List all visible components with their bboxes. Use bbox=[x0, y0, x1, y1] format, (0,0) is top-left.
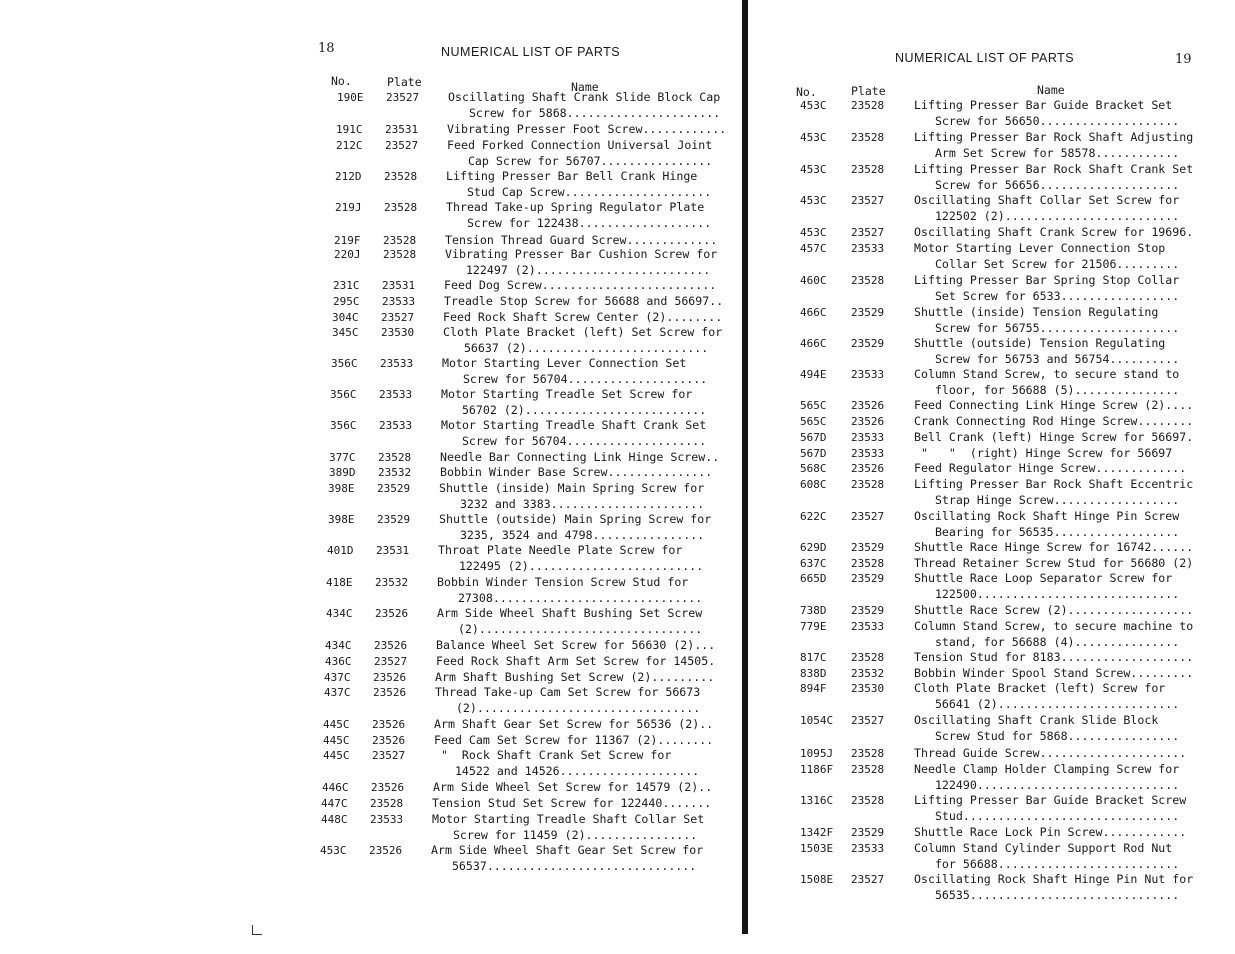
margin-mark bbox=[252, 934, 262, 935]
part-name: Motor Starting Treadle Shaft Collar Set Screw for 11459 (2)................ bbox=[432, 812, 705, 842]
part-name: Column Stand Screw, to secure stand to floor, for 56688 (5)............... bbox=[914, 367, 1180, 397]
part-name: Feed Rock Shaft Screw Center (2)........ bbox=[443, 310, 723, 324]
plate-number: 23533 bbox=[851, 447, 885, 460]
part-name: Feed Forked Connection Universal Joint Cap Screw for 56707................ bbox=[447, 138, 713, 168]
part-name: Shuttle Race Loop Separator Screw for 122500............................. bbox=[914, 571, 1180, 601]
plate-number: 23526 bbox=[372, 718, 406, 731]
column-header-plate: Plate bbox=[387, 75, 422, 89]
part-name: Oscillating Shaft Crank Screw for 19696. bbox=[914, 225, 1194, 239]
part-number: 453C bbox=[800, 226, 827, 239]
part-number: 779E bbox=[800, 620, 827, 633]
column-header-no: No. bbox=[331, 74, 352, 88]
plate-number: 23531 bbox=[385, 123, 419, 136]
part-name: Oscillating Shaft Crank Slide Block Screw Stud for 5868................ bbox=[914, 713, 1180, 743]
part-number: 817C bbox=[800, 651, 827, 664]
plate-number: 23528 bbox=[384, 170, 418, 183]
part-name: Oscillating Shaft Crank Slide Block Cap Screw for 5868...................... bbox=[448, 90, 721, 120]
page-number: 18 bbox=[318, 41, 335, 56]
plate-number: 23527 bbox=[372, 749, 406, 762]
part-number: 191C bbox=[336, 123, 363, 136]
part-number: 466C bbox=[800, 337, 827, 350]
part-number: 437C bbox=[324, 671, 351, 684]
plate-number: 23527 bbox=[851, 510, 885, 523]
part-name: Treadle Stop Screw for 56688 and 56697.. bbox=[444, 294, 724, 308]
part-number: 622C bbox=[800, 510, 827, 523]
part-number: 1342F bbox=[800, 826, 834, 839]
part-number: 466C bbox=[800, 306, 827, 319]
part-number: 356C bbox=[331, 357, 358, 370]
part-number: 212D bbox=[335, 170, 362, 183]
plate-number: 23528 bbox=[851, 557, 885, 570]
part-name: Needle Clamp Holder Clamping Screw for 122490............................. bbox=[914, 762, 1180, 792]
plate-number: 23527 bbox=[851, 873, 885, 886]
part-number: 494E bbox=[800, 368, 827, 381]
part-number: 212C bbox=[336, 139, 363, 152]
plate-number: 23527 bbox=[385, 139, 419, 152]
column-header-no: No. bbox=[796, 85, 817, 99]
part-name: Arm Side Wheel Shaft Bushing Set Screw (2)................................ bbox=[437, 606, 703, 636]
part-name: Shuttle Race Screw (2).................. bbox=[914, 603, 1194, 617]
part-name: Bobbin Winder Tension Screw Stud for 27308.............................. bbox=[437, 575, 703, 605]
plate-number: 23526 bbox=[369, 844, 403, 857]
part-number: 356C bbox=[330, 419, 357, 432]
part-name: Thread Guide Screw..................... bbox=[914, 746, 1187, 760]
plate-number: 23529 bbox=[851, 572, 885, 585]
part-name: Crank Connecting Rod Hinge Screw........ bbox=[914, 414, 1194, 428]
part-number: 190E bbox=[337, 91, 364, 104]
plate-number: 23533 bbox=[382, 295, 416, 308]
part-number: 894F bbox=[800, 682, 827, 695]
part-number: 1316C bbox=[800, 794, 834, 807]
column-header-name: Name bbox=[571, 80, 599, 94]
plate-number: 23533 bbox=[851, 620, 885, 633]
plate-number: 23526 bbox=[372, 734, 406, 747]
plate-number: 23526 bbox=[851, 399, 885, 412]
part-name: Thread Take-up Cam Set Screw for 56673 (2)................................ bbox=[435, 685, 701, 715]
plate-number: 23526 bbox=[374, 639, 408, 652]
part-name: Lifting Presser Bar Rock Shaft Crank Set Screw for 56656.................... bbox=[914, 162, 1194, 192]
plate-number: 23529 bbox=[851, 604, 885, 617]
plate-number: 23526 bbox=[851, 462, 885, 475]
plate-number: 23528 bbox=[383, 234, 417, 247]
part-name: Shuttle (inside) Main Spring Screw for 3232 and 3383...................... bbox=[439, 481, 705, 511]
plate-number: 23526 bbox=[851, 415, 885, 428]
plate-number: 23530 bbox=[851, 682, 885, 695]
part-number: 434C bbox=[325, 639, 352, 652]
part-number: 453C bbox=[800, 163, 827, 176]
part-number: 565C bbox=[800, 415, 827, 428]
plate-number: 23527 bbox=[851, 226, 885, 239]
part-number: 401D bbox=[327, 544, 354, 557]
part-number: 838D bbox=[800, 667, 827, 680]
part-name: " " (right) Hinge Screw for 56697 bbox=[914, 446, 1173, 460]
part-number: 304C bbox=[332, 311, 359, 324]
part-number: 448C bbox=[321, 813, 348, 826]
plate-number: 23530 bbox=[381, 326, 415, 339]
part-number: 738D bbox=[800, 604, 827, 617]
page-title: NUMERICAL LIST OF PARTS bbox=[441, 45, 621, 59]
plate-number: 23527 bbox=[374, 655, 408, 668]
plate-number: 23528 bbox=[851, 763, 885, 776]
part-name: Bobbin Winder Spool Stand Screw......... bbox=[914, 666, 1194, 680]
plate-number: 23528 bbox=[851, 651, 885, 664]
plate-number: 23528 bbox=[383, 248, 417, 261]
part-number: 565C bbox=[800, 399, 827, 412]
part-name: Motor Starting Treadle Shaft Crank Set Screw for 56704.................... bbox=[441, 418, 707, 448]
part-name: Cloth Plate Bracket (left) Set Screw for 56637 (2).......................... bbox=[443, 325, 723, 355]
plate-number: 23528 bbox=[851, 163, 885, 176]
part-name: Column Stand Screw, to secure machine to stand, for 56688 (4)............... bbox=[914, 619, 1194, 649]
part-name: Feed Dog Screw......................... bbox=[444, 278, 717, 292]
plate-number: 23532 bbox=[375, 576, 409, 589]
part-number: 453C bbox=[800, 194, 827, 207]
part-number: 445C bbox=[323, 749, 350, 762]
part-number: 460C bbox=[800, 274, 827, 287]
part-number: 665D bbox=[800, 572, 827, 585]
part-name: Bell Crank (left) Hinge Screw for 56697. bbox=[914, 430, 1194, 444]
plate-number: 23528 bbox=[851, 747, 885, 760]
part-number: 1095J bbox=[800, 747, 834, 760]
plate-number: 23528 bbox=[851, 274, 885, 287]
part-name: Motor Starting Lever Connection Stop Collar Set Screw for 21506......... bbox=[914, 241, 1180, 271]
part-name: Shuttle Race Hinge Screw for 16742...... bbox=[914, 540, 1194, 554]
part-name: Tension Thread Guard Screw............. bbox=[445, 233, 718, 247]
part-name: Shuttle (inside) Tension Regulating Screw for 56755.................... bbox=[914, 305, 1180, 335]
plate-number: 23526 bbox=[375, 607, 409, 620]
part-name: Needle Bar Connecting Link Hinge Screw.. bbox=[440, 450, 720, 464]
part-name: Feed Regulator Hinge Screw............. bbox=[914, 461, 1187, 475]
part-number: 1186F bbox=[800, 763, 834, 776]
plate-number: 23528 bbox=[384, 201, 418, 214]
plate-number: 23531 bbox=[382, 279, 416, 292]
plate-number: 23528 bbox=[370, 797, 404, 810]
part-number: 437C bbox=[324, 686, 351, 699]
part-number: 434C bbox=[326, 607, 353, 620]
part-number: 453C bbox=[320, 844, 347, 857]
plate-number: 23533 bbox=[851, 431, 885, 444]
part-name: Lifting Presser Bar Bell Crank Hinge Stud Cap Screw..................... bbox=[446, 169, 712, 199]
plate-number: 23529 bbox=[851, 306, 885, 319]
plate-number: 23531 bbox=[376, 544, 410, 557]
part-number: 445C bbox=[323, 734, 350, 747]
part-number: 436C bbox=[325, 655, 352, 668]
part-number: 219F bbox=[334, 234, 361, 247]
part-name: Oscillating Rock Shaft Hinge Pin Screw Bearing for 56535.................. bbox=[914, 509, 1180, 539]
part-number: 220J bbox=[334, 248, 361, 261]
part-number: 295C bbox=[333, 295, 360, 308]
column-header-name: Name bbox=[1037, 83, 1065, 97]
part-number: 445C bbox=[323, 718, 350, 731]
plate-number: 23529 bbox=[851, 826, 885, 839]
part-name: Shuttle (outside) Tension Regulating Screw for 56753 and 56754.......... bbox=[914, 336, 1180, 366]
part-number: 389D bbox=[329, 466, 356, 479]
part-number: 453C bbox=[800, 99, 827, 112]
part-name: Lifting Presser Bar Guide Bracket Set Screw for 56650.................... bbox=[914, 98, 1180, 128]
plate-number: 23529 bbox=[377, 482, 411, 495]
plate-number: 23527 bbox=[381, 311, 415, 324]
plate-number: 23533 bbox=[380, 357, 414, 370]
right-page bbox=[750, 0, 1235, 954]
plate-number: 23527 bbox=[851, 194, 885, 207]
plate-number: 23528 bbox=[851, 478, 885, 491]
part-name: Column Stand Cylinder Support Rod Nut for 56688.......................... bbox=[914, 841, 1180, 871]
part-name: Oscillating Shaft Collar Set Screw for 122502 (2)......................... bbox=[914, 193, 1180, 223]
part-number: 231C bbox=[333, 279, 360, 292]
plate-number: 23526 bbox=[371, 781, 405, 794]
part-name: Cloth Plate Bracket (left) Screw for 56641 (2).......................... bbox=[914, 681, 1180, 711]
part-number: 398E bbox=[328, 482, 355, 495]
part-name: Throat Plate Needle Plate Screw for 122495 (2)......................... bbox=[438, 543, 704, 573]
part-number: 345C bbox=[332, 326, 359, 339]
part-number: 398E bbox=[328, 513, 355, 526]
part-name: Arm Side Wheel Set Screw for 14579 (2).. bbox=[433, 780, 713, 794]
part-name: Arm Shaft Bushing Set Screw (2)......... bbox=[435, 670, 715, 684]
part-name: Oscillating Rock Shaft Hinge Pin Nut for 56535.............................. bbox=[914, 872, 1194, 902]
part-name: " Rock Shaft Crank Set Screw for 14522 and 14526.................... bbox=[440, 748, 700, 778]
plate-number: 23533 bbox=[851, 368, 885, 381]
part-name: Arm Side Wheel Shaft Gear Set Screw for 56537.............................. bbox=[431, 843, 704, 873]
part-number: 1503E bbox=[800, 842, 834, 855]
plate-number: 23528 bbox=[851, 794, 885, 807]
plate-number: 23532 bbox=[378, 466, 412, 479]
plate-number: 23533 bbox=[370, 813, 404, 826]
plate-number: 23529 bbox=[377, 513, 411, 526]
page-number: 19 bbox=[1175, 52, 1192, 67]
plate-number: 23533 bbox=[851, 242, 885, 255]
part-number: 1054C bbox=[800, 714, 834, 727]
plate-number: 23526 bbox=[373, 686, 407, 699]
part-number: 219J bbox=[335, 201, 362, 214]
part-name: Motor Starting Lever Connection Set Screw for 56704.................... bbox=[442, 356, 708, 386]
part-number: 568C bbox=[800, 462, 827, 475]
part-number: 418E bbox=[326, 576, 353, 589]
part-name: Vibrating Presser Bar Cushion Screw for 122497 (2)......................... bbox=[445, 247, 718, 277]
part-name: Feed Cam Set Screw for 11367 (2)........ bbox=[434, 733, 714, 747]
part-name: Arm Shaft Gear Set Screw for 56536 (2).. bbox=[434, 717, 714, 731]
part-number: 457C bbox=[800, 242, 827, 255]
column-header-plate: Plate bbox=[851, 84, 886, 98]
part-name: Shuttle Race Lock Pin Screw............ bbox=[914, 825, 1187, 839]
book-gutter bbox=[742, 0, 748, 934]
plate-number: 23526 bbox=[373, 671, 407, 684]
part-number: 453C bbox=[800, 131, 827, 144]
plate-number: 23529 bbox=[851, 541, 885, 554]
part-name: Lifting Presser Bar Rock Shaft Eccentric Strap Hinge Screw.................. bbox=[914, 477, 1194, 507]
part-number: 637C bbox=[800, 557, 827, 570]
plate-number: 23528 bbox=[378, 451, 412, 464]
plate-number: 23533 bbox=[379, 388, 413, 401]
part-name: Feed Rock Shaft Arm Set Screw for 14505. bbox=[436, 654, 716, 668]
page-title: NUMERICAL LIST OF PARTS bbox=[895, 51, 1075, 65]
part-number: 446C bbox=[322, 781, 349, 794]
part-name: Motor Starting Treadle Set Screw for 56702 (2).......................... bbox=[441, 387, 707, 417]
plate-number: 23532 bbox=[851, 667, 885, 680]
part-name: Bobbin Winder Base Screw............... bbox=[440, 465, 713, 479]
part-name: Balance Wheel Set Screw for 56630 (2)... bbox=[436, 638, 716, 652]
part-name: Lifting Presser Bar Rock Shaft Adjusting Arm Set Screw for 58578............ bbox=[914, 130, 1194, 160]
plate-number: 23533 bbox=[379, 419, 413, 432]
plate-number: 23528 bbox=[851, 131, 885, 144]
plate-number: 23528 bbox=[851, 99, 885, 112]
part-name: Lifting Presser Bar Guide Bracket Screw Stud............................... bbox=[914, 793, 1187, 823]
part-number: 567D bbox=[800, 447, 827, 460]
part-name: Lifting Presser Bar Spring Stop Collar Set Screw for 6533................. bbox=[914, 273, 1180, 303]
plate-number: 23527 bbox=[851, 714, 885, 727]
part-number: 567D bbox=[800, 431, 827, 444]
plate-number: 23533 bbox=[851, 842, 885, 855]
part-name: Thread Retainer Screw Stud for 56680 (2) bbox=[914, 556, 1194, 570]
plate-number: 23529 bbox=[851, 337, 885, 350]
part-name: Tension Stud for 8183................... bbox=[914, 650, 1194, 664]
plate-number: 23527 bbox=[386, 91, 420, 104]
part-number: 629D bbox=[800, 541, 827, 554]
part-name: Shuttle (outside) Main Spring Screw for 3235, 3524 and 4798................ bbox=[439, 512, 712, 542]
part-name: Vibrating Presser Foot Screw............ bbox=[447, 122, 727, 136]
part-number: 1508E bbox=[800, 873, 834, 886]
part-number: 377C bbox=[329, 451, 356, 464]
part-number: 356C bbox=[330, 388, 357, 401]
part-name: Thread Take-up Spring Regulator Plate Screw for 122438................... bbox=[446, 200, 712, 230]
part-name: Feed Connecting Link Hinge Screw (2).... bbox=[914, 398, 1194, 412]
part-name: Tension Stud Set Screw for 122440....... bbox=[432, 796, 712, 810]
part-number: 608C bbox=[800, 478, 827, 491]
part-number: 447C bbox=[321, 797, 348, 810]
